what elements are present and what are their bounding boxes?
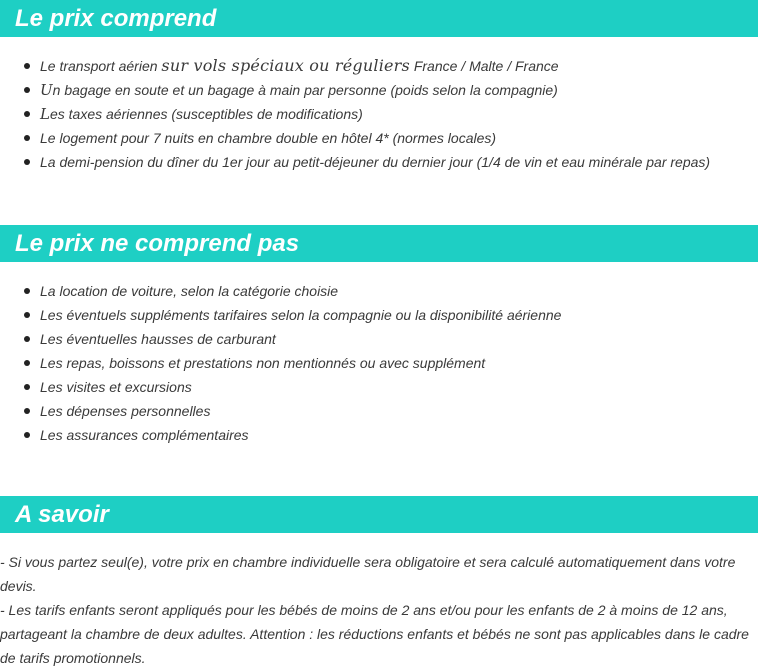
section-header-excluded [0,225,758,262]
list-item: Un bagage en soute et un bagage à main par personne (poids selon la compagnie) [0,78,710,102]
section-title: Le prix ne comprend pas [15,230,300,257]
list-item: Le transport aérien sur vols spéciaux ou réguliers France / Malte / France [0,54,710,78]
section-title: A savoir [15,501,109,528]
bullet-icon [24,63,30,69]
bullet-icon [24,111,30,117]
list-item: Les éventuelles hausses de carburant [0,327,561,351]
bullet-icon [24,288,30,294]
bullet-icon [24,87,30,93]
bullet-icon [24,432,30,438]
excluded-list [0,279,561,447]
note-line: partageant la chambre de deux adultes. Attention : les réductions enfants et bébés ne sont pas applicables dans le cadre [0,626,749,642]
note-line: de tarifs promotionnels. [0,650,146,666]
list-item: Les dépenses personnelles [0,399,561,423]
note-line: - Les tarifs enfants seront appliqués pour les bébés de moins de 2 ans et/ou pour les enfants de 2 à moins de 12 ans, [0,602,728,618]
list-item: La location de voiture, selon la catégorie choisie [0,279,561,303]
note-line: - Si vous partez seul(e), votre prix en chambre individuelle sera obligatoire et sera calculé automatiquement dans votre [0,554,736,570]
list-item: Les taxes aériennes (susceptibles de modifications) [0,102,710,126]
bullet-icon [24,408,30,414]
list-item: Les assurances complémentaires [0,423,561,447]
bullet-icon [24,384,30,390]
section-title: Le prix comprend [15,5,217,32]
bullet-icon [24,312,30,318]
list-item: La demi-pension du dîner du 1er jour au petit-déjeuner du dernier jour (1/4 de vin et eau minérale par repas) [0,150,710,174]
bullet-icon [24,159,30,165]
included-list [0,54,710,174]
bullet-icon [24,360,30,366]
list-item: Les éventuels suppléments tarifaires selon la compagnie ou la disponibilité aérienne [0,303,561,327]
bullet-icon [24,336,30,342]
list-item: Le logement pour 7 nuits en chambre double en hôtel 4* (normes locales) [0,126,710,150]
section-header-info [0,496,758,533]
list-item: Les repas, boissons et prestations non mentionnés ou avec supplément [0,351,561,375]
bullet-icon [24,135,30,141]
info-notes [0,550,758,670]
note-line: devis. [0,578,37,594]
section-header-included [0,0,758,37]
list-item: Les visites et excursions [0,375,561,399]
